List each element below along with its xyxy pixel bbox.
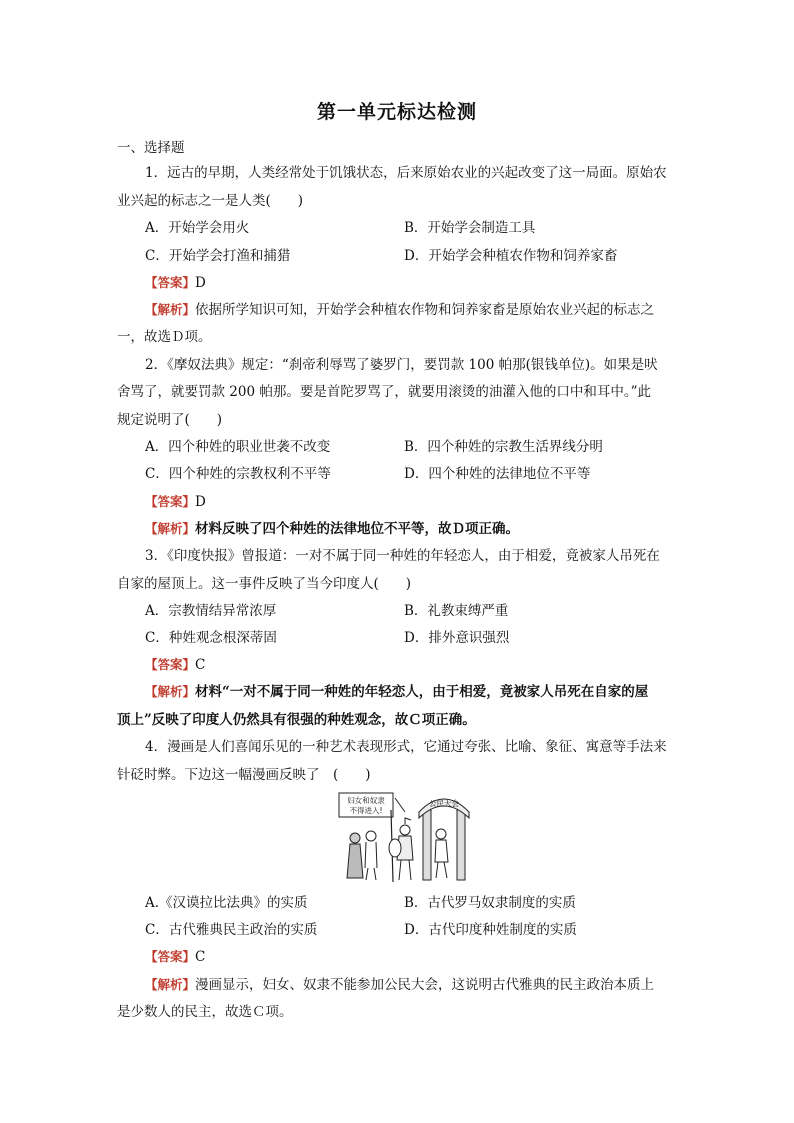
q4-option-a: A.《汉谟拉比法典》的实质 (145, 895, 308, 911)
q3-stem-line-1: 3．《印度快报》曾报道：一对不属于同一种姓的年轻恋人，由于相爱，竟被家人吊死在 (145, 548, 660, 564)
q1-stem-line-2: 业兴起的标志之一是人类( ) (117, 193, 304, 209)
q4-stem-line-1: 4．漫画是人们喜闻乐见的一种艺术表现形式，它通过夸张、比喻、象征、寓意等手法来 (145, 739, 667, 755)
answer-tag: 【答案】 (145, 949, 196, 964)
q1-analysis-text: 依据所学知识可知，开始学会种植农作物和饲养家畜是原始农业兴起的标志之 (195, 302, 655, 318)
q4-option-c: C．古代雅典民主政治的实质 (145, 922, 318, 938)
q1-analysis-line-2: 一，故选Ｄ项。 (117, 329, 212, 345)
q2-stem-line-2: 舍骂了，就要罚款 200 帕那。要是首陀罗骂了，就要用滚烫的油灌入他的口中和耳中。”此 (117, 384, 652, 400)
q4-option-b: B．古代罗马奴隶制度的实质 (404, 895, 576, 911)
q4-answer (145, 947, 683, 967)
q1-option-d: D．开始学会种植农作物和饲养家畜 (404, 248, 618, 264)
q4-analysis-text: 漫画显示，妇女、奴隶不能参加公民大会，这说明古代雅典的民主政治本质上 (195, 977, 655, 993)
q3-option-c: C．种姓观念根深蒂固 (145, 630, 277, 646)
answer-tag: 【答案】 (145, 657, 196, 672)
q1-answer-value: D (195, 275, 206, 291)
q4-answer-value: C (195, 949, 206, 965)
q4-option-d: D．古代印度种姓制度的实质 (404, 922, 577, 938)
q3-answer-value: C (195, 657, 206, 673)
q3-analysis-line-1 (145, 682, 683, 702)
q2-answer-value: D (195, 494, 206, 510)
cartoon-sign-text-1: 妇女和奴隶 (347, 796, 385, 805)
q2-option-b: B．四个种姓的宗教生活界线分明 (404, 439, 603, 455)
q2-option-c: C．四个种姓的宗教权利不平等 (145, 466, 331, 482)
q1-stem-line-1: 1．远古的早期，人类经常处于饥饿状态，后来原始农业的兴起改变了这一局面。原始农 (145, 165, 667, 181)
q3-analysis-line-2: 顶上”反映了印度人仍然具有很强的种姓观念，故Ｃ项正确。 (117, 712, 476, 728)
page-title: 第一单元标达检测 (316, 101, 477, 123)
cartoon-gate-text: 公民大会 (429, 799, 459, 808)
section-heading: 一、选择题 (117, 140, 185, 156)
q3-option-a: A．宗教情结异常浓厚 (145, 603, 277, 619)
q1-analysis-line-1 (145, 300, 683, 320)
analysis-tag: 【解析】 (145, 977, 196, 992)
q4-stem-line-2: 针砭时弊。下边这一幅漫画反映了 ( ) (117, 767, 371, 783)
q1-option-a: A．开始学会用火 (145, 220, 250, 236)
q2-option-d: D．四个种姓的法律地位不平等 (404, 466, 591, 482)
analysis-tag: 【解析】 (145, 521, 196, 536)
q4-analysis-line-2: 是少数人的民主，故选Ｃ项。 (117, 1004, 293, 1020)
answer-tag: 【答案】 (145, 494, 196, 509)
answer-tag: 【答案】 (145, 275, 196, 290)
q4-analysis-line-1 (145, 975, 683, 995)
cartoon-sign-text-2: 不得进入! (349, 806, 383, 815)
q1-option-c: C．开始学会打渔和捕猎 (145, 248, 291, 264)
analysis-tag: 【解析】 (145, 684, 196, 699)
q2-answer (145, 492, 683, 512)
q2-analysis-line-1 (145, 519, 683, 539)
q3-analysis-text: 材料“一对不属于同一种姓的年轻恋人，由于相爱，竟被家人吊死在自家的屋 (195, 684, 649, 700)
q3-option-b: B．礼教束缚严重 (404, 603, 509, 619)
cartoon-image (333, 790, 473, 886)
analysis-tag: 【解析】 (145, 302, 196, 317)
q2-option-a: A．四个种姓的职业世袭不改变 (145, 439, 331, 455)
q2-analysis-text: 材料反映了四个种姓的法律地位不平等，故Ｄ项正确。 (195, 521, 520, 537)
q2-stem-line-3: 规定说明了( ) (117, 412, 223, 428)
q1-answer (145, 273, 683, 293)
q3-answer (145, 655, 683, 675)
q2-stem-line-1: 2．《摩奴法典》规定：“刹帝利辱骂了婆罗门，要罚款 100 帕那(银钱单位)。如果是吠 (145, 357, 658, 373)
q3-option-d: D．排外意识强烈 (404, 630, 510, 646)
q1-option-b: B．开始学会制造工具 (404, 220, 536, 236)
q3-stem-line-2: 自家的屋顶上。这一事件反映了当今印度人( ) (117, 576, 412, 592)
